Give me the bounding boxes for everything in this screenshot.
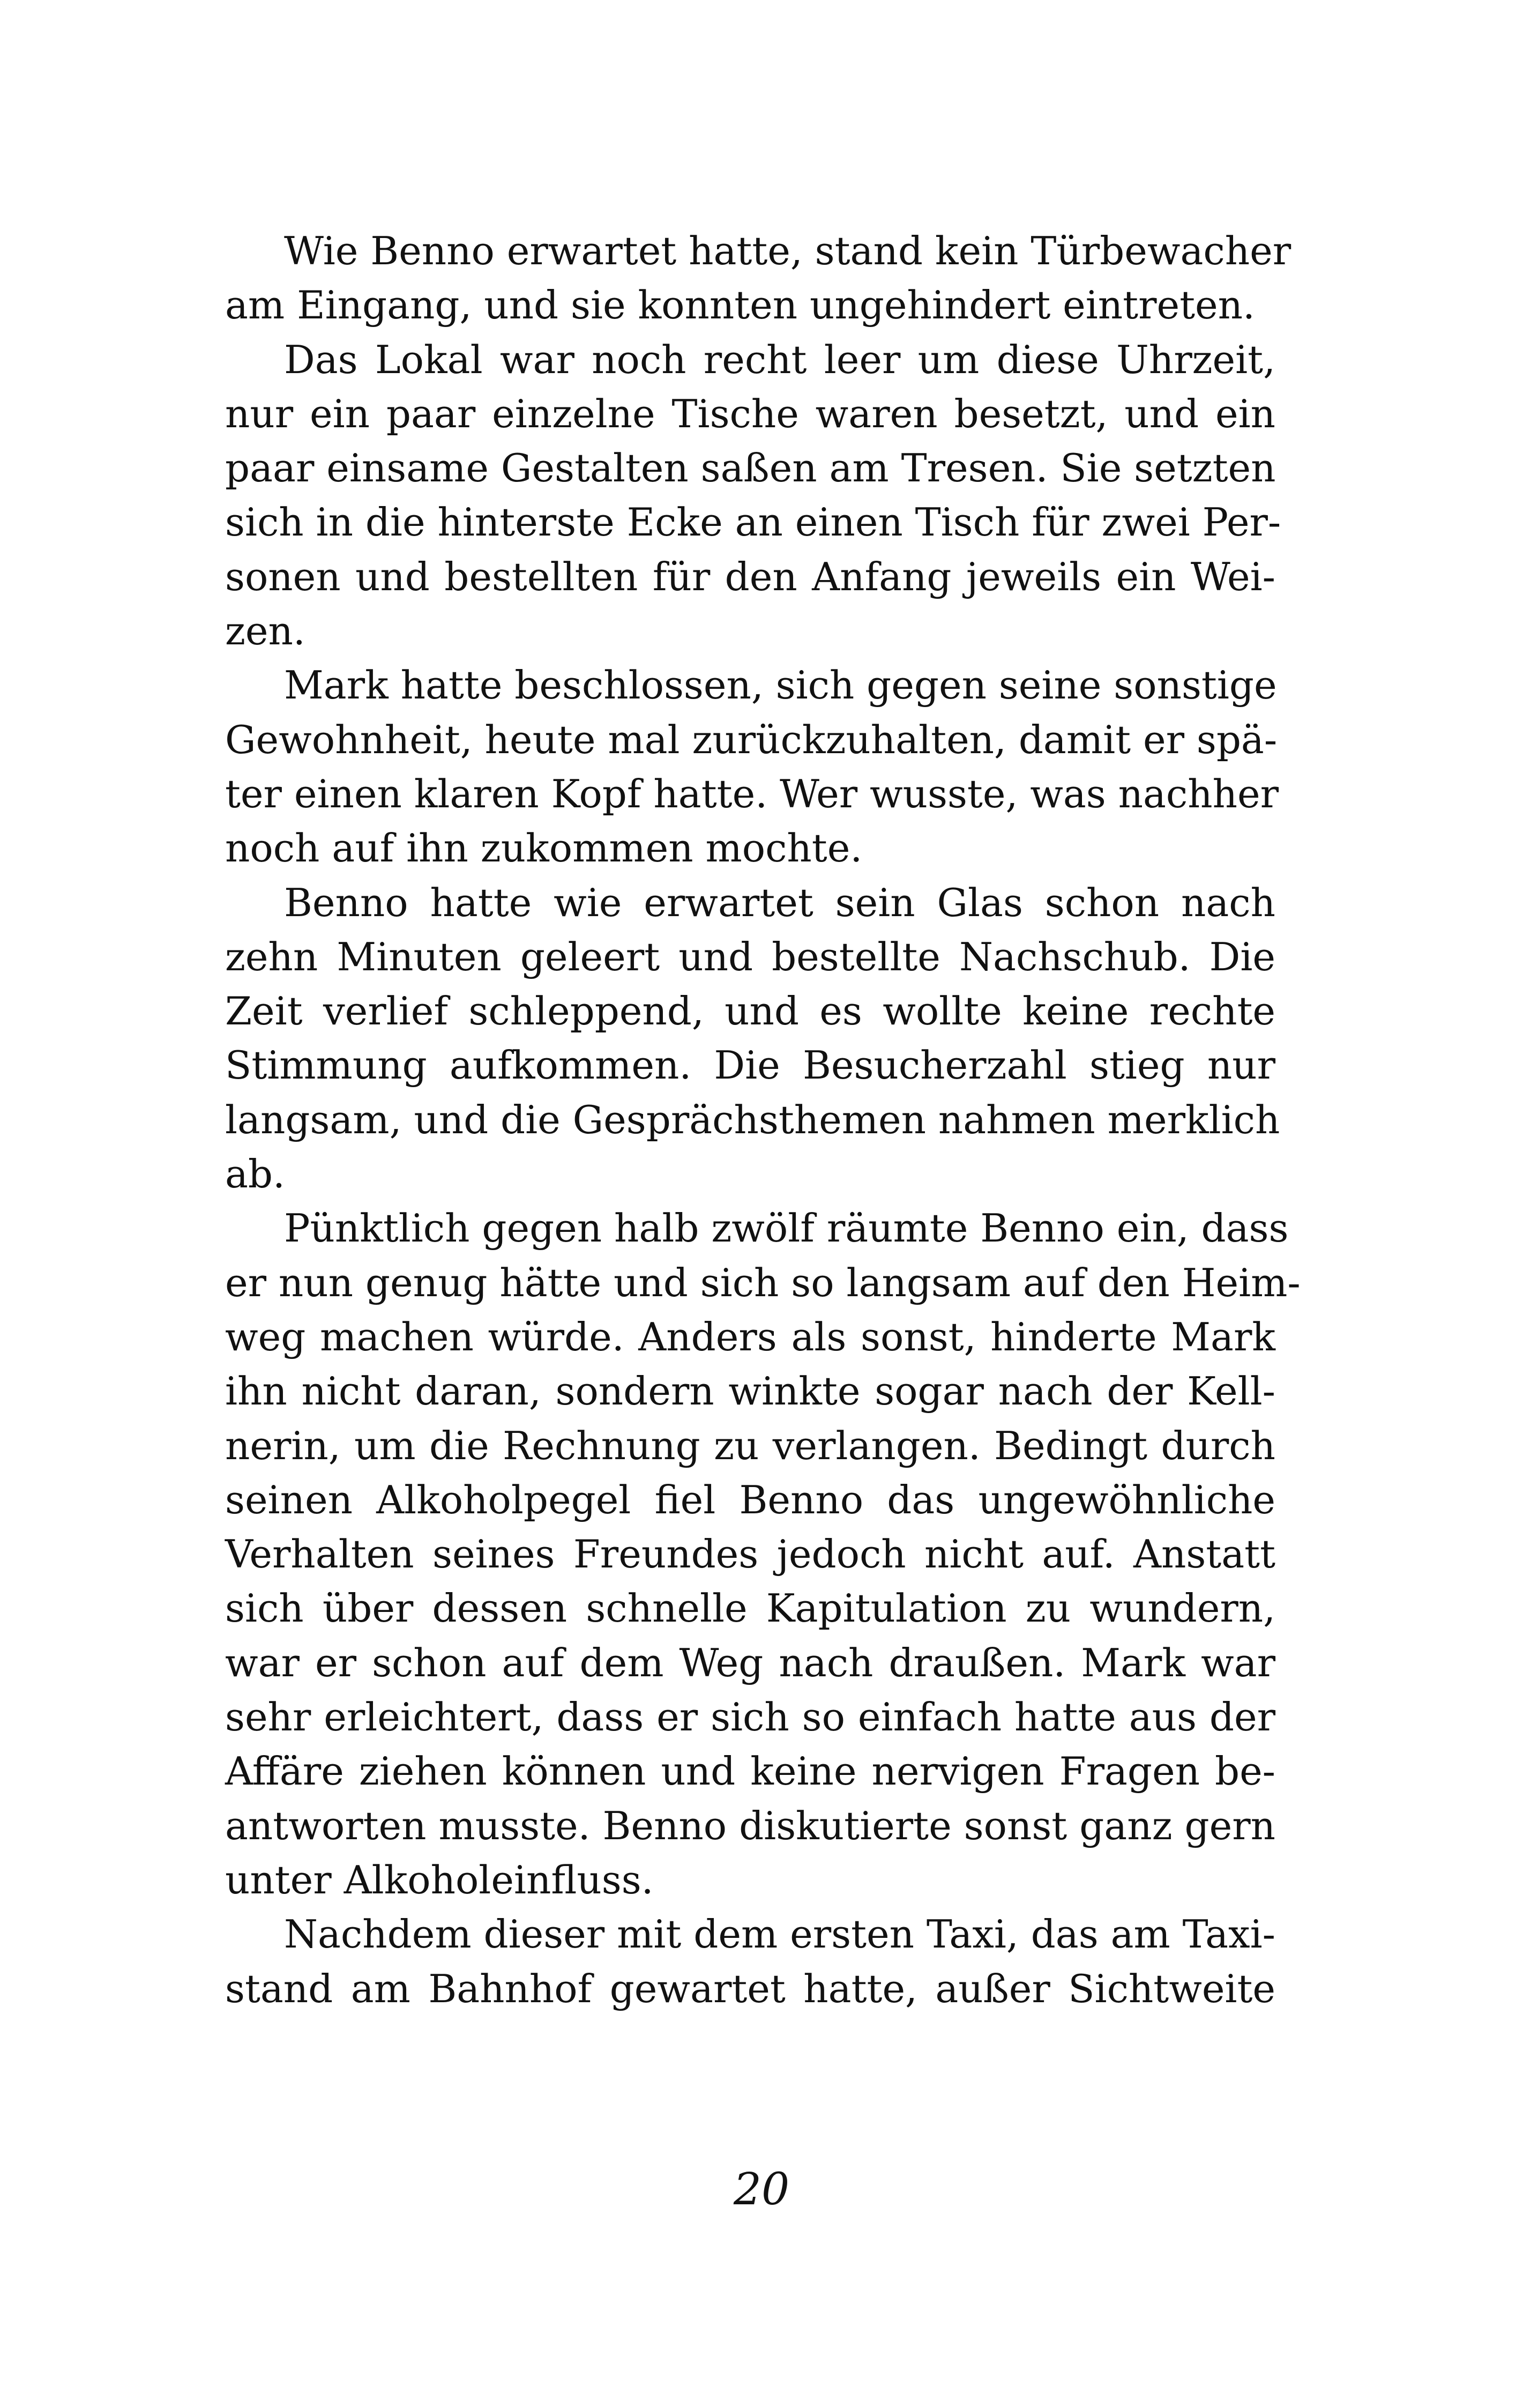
text-line: Affäre ziehen können und keine nervigen Fragen be- [225,1749,1275,1794]
text-line: Gewohnheit, heute mal zurückzuhalten, damit er spä- [225,717,1278,762]
text-line: am Eingang, und sie konnten ungehindert eintreten. [225,283,1255,328]
text-line: sich in die hinterste Ecke an einen Tisch für zwei Per- [225,500,1281,545]
text-line: Verhalten seines Freundes jedoch nicht auf. Anstatt [225,1532,1275,1577]
text-line: Das Lokal war noch recht leer um diese Uhrzeit, [284,337,1275,382]
text-line: ihn nicht daran, sondern winkte sogar nach der Kell- [225,1369,1275,1414]
text-line: zehn Minuten geleert und bestellte Nachschub. Die [225,934,1275,979]
text-line: Zeit verlief schleppend, und es wollte keine rechte [225,989,1275,1034]
text-line: stand am Bahnhof gewartet hatte, außer Sichtweite [225,1966,1275,2011]
text-line: Mark hatte beschlossen, sich gegen seine sonstige [284,663,1277,708]
text-line: Stimmung aufkommen. Die Besucherzahl stieg nur [225,1043,1275,1088]
text-line: er nun genug hätte und sich so langsam auf den Heim- [225,1260,1301,1305]
text-line: war er schon auf dem Weg nach draußen. Mark war [225,1640,1275,1685]
text-line: Benno hatte wie erwartet sein Glas schon nach [284,880,1275,925]
text-line: Pünktlich gegen halb zwölf räumte Benno ein, dass [284,1206,1289,1251]
text-line: ab. [225,1151,285,1197]
text-line: sonen und bestellten für den Anfang jeweils ein Wei- [225,554,1275,599]
text-line: sehr erleichtert, dass er sich so einfach hatte aus der [225,1694,1275,1740]
text-line: Wie Benno erwartet hatte, stand kein Türbewacher [284,228,1291,273]
text-line: antworten musste. Benno diskutierte sonst ganz gern [225,1803,1275,1848]
page-number: 20 [733,2164,790,2215]
text-line: nur ein paar einzelne Tische waren besetzt, und ein [225,391,1275,436]
text-line: weg machen würde. Anders als sonst, hinderte Mark [225,1314,1275,1359]
text-line: seinen Alkoholpegel fiel Benno das ungewöhnliche [225,1477,1275,1522]
text-line: ter einen klaren Kopf hatte. Wer wusste, was nachher [225,771,1279,816]
text-line: sich über dessen schnelle Kapitulation zu wundern, [225,1586,1275,1631]
text-line: zen. [225,608,305,654]
text-line: langsam, und die Gesprächsthemen nahmen merklich [225,1097,1280,1142]
text-line: unter Alkoholeinfluss. [225,1857,654,1902]
text-line: noch auf ihn zukommen mochte. [225,826,863,871]
body-text [225,224,1301,2016]
text-line: nerin, um die Rechnung zu verlangen. Bedingt durch [225,1423,1275,1468]
text-line: paar einsame Gestalten saßen am Tresen. Sie setzten [225,445,1276,491]
text-line: Nachdem dieser mit dem ersten Taxi, das am Taxi- [284,1912,1275,1957]
